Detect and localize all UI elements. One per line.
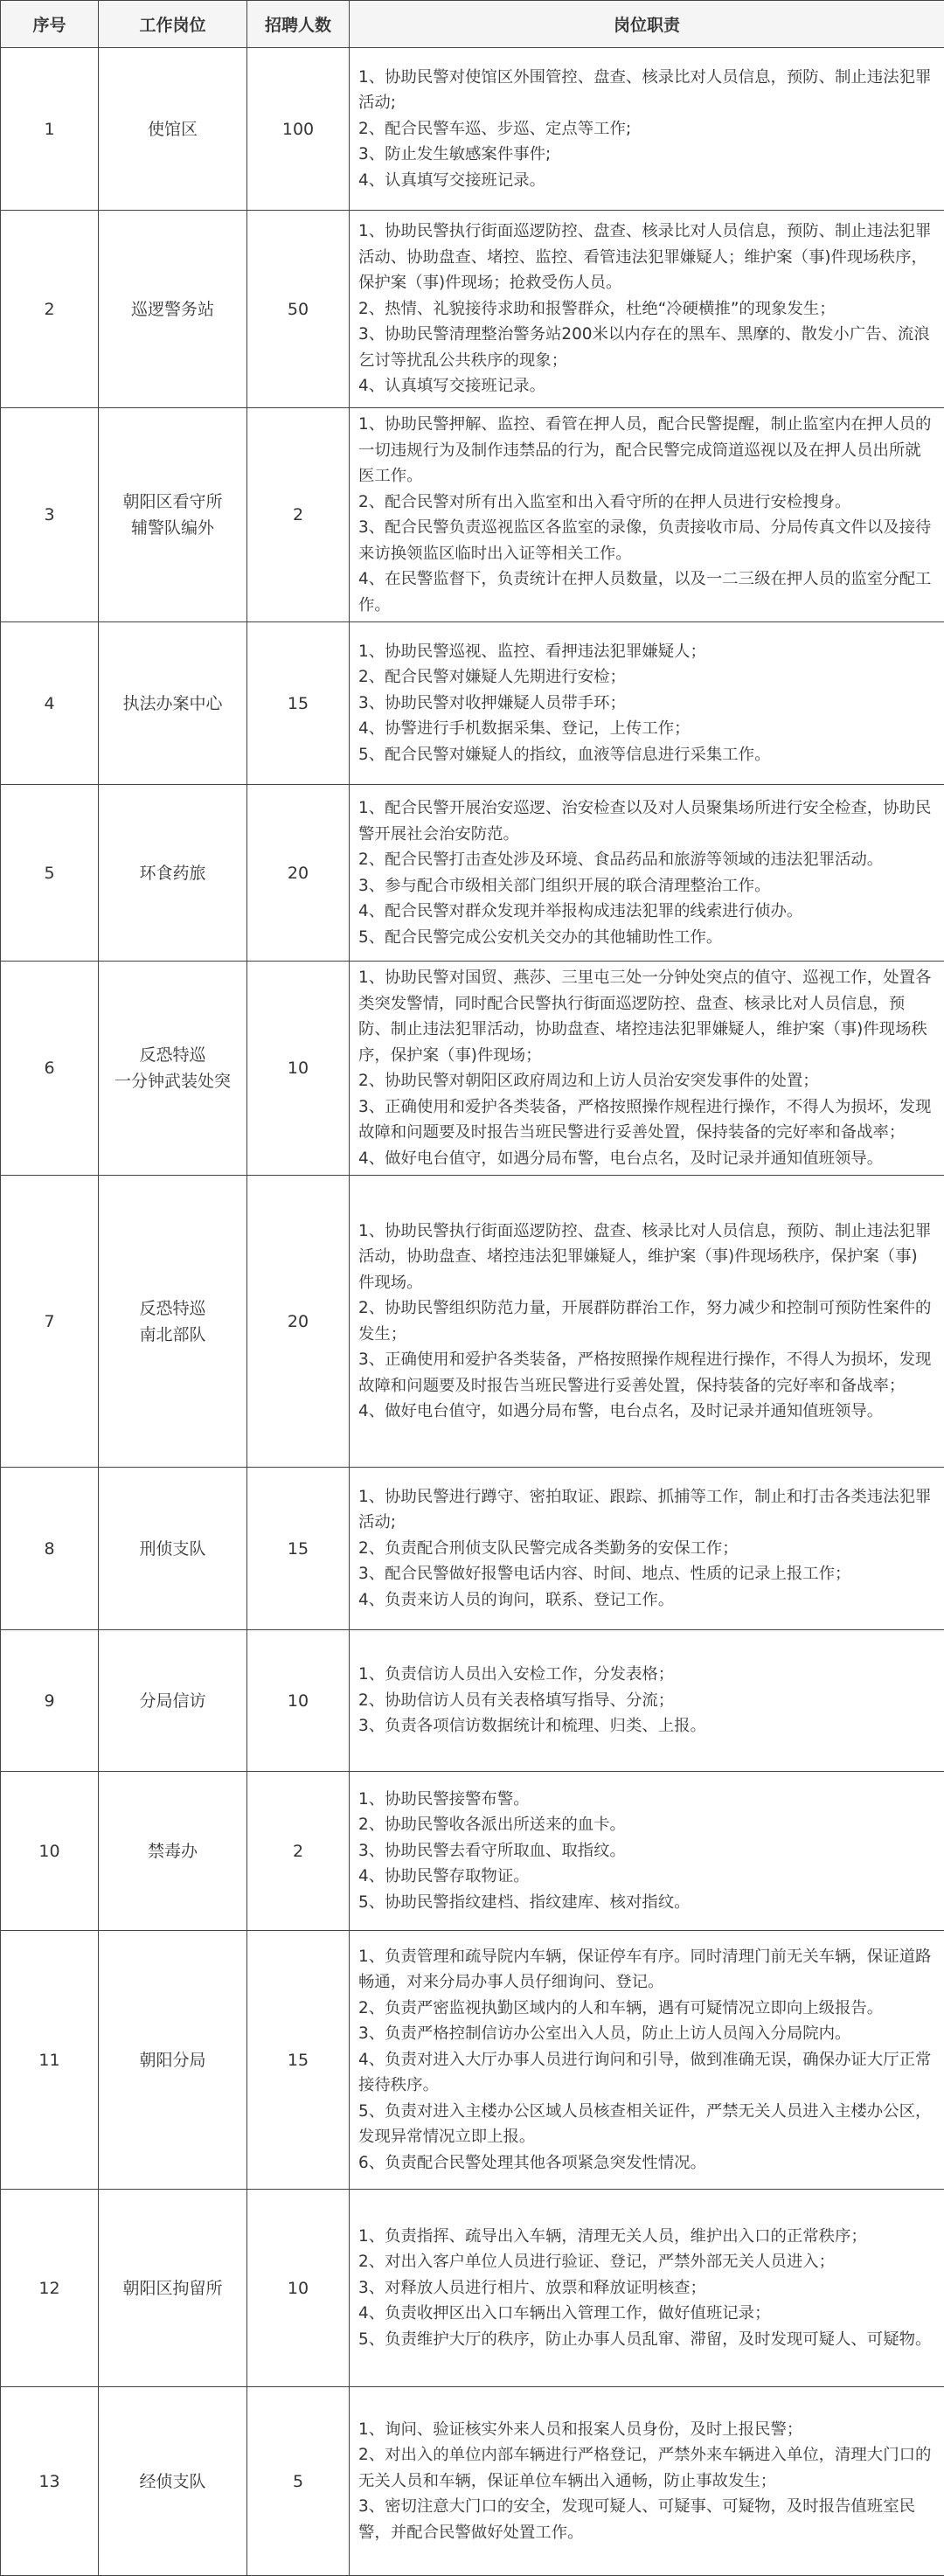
- duty-item: 4、认真填写交接班记录。: [358, 168, 934, 194]
- duty-item: 1、协助民警对使馆区外围管控、盘查、核录比对人员信息，预防、制止违法犯罪活动;: [358, 65, 934, 116]
- table-row: [1, 1772, 944, 1931]
- header-post: 工作岗位: [99, 1, 247, 48]
- row-count: 50: [247, 211, 350, 408]
- table-row: [1, 962, 944, 1176]
- row-count: 10: [247, 1630, 350, 1772]
- row-count: 5: [247, 2387, 350, 2576]
- row-duties: [350, 785, 944, 962]
- table-row: [1, 408, 944, 622]
- row-number: 2: [1, 211, 99, 408]
- row-number: 1: [1, 48, 99, 211]
- duty-item: 2、对出入客户单位人员进行验证、登记，严禁外部无关人员进入；: [358, 2249, 934, 2275]
- row-post: 巡逻警务站: [99, 211, 247, 408]
- row-count: 15: [247, 1468, 350, 1630]
- duty-item: 1、协助民警巡视、监控、看押违法犯罪嫌疑人；: [358, 639, 934, 665]
- row-number: 13: [1, 2387, 99, 2576]
- duty-item: 5、负责维护大厅的秩序，防止办事人员乱窜、滞留，及时发现可疑人、可疑物。: [358, 2327, 934, 2353]
- row-number: 4: [1, 622, 99, 785]
- duty-item: 4、协警进行手机数据采集、登记，上传工作；: [358, 716, 934, 742]
- row-duties: [350, 1772, 944, 1931]
- row-duties: [350, 1468, 944, 1630]
- duty-item: 2、配合民警对所有出入监室和出入看守所的在押人员进行安检搜身。: [358, 490, 934, 516]
- table-row: [1, 1630, 944, 1772]
- row-number: 9: [1, 1630, 99, 1772]
- row-count: 15: [247, 1931, 350, 2190]
- duty-item: 1、配合民警开展治安巡逻、治安检查以及对人员聚集场所进行安全检查，协助民警开展社会治安防范。: [358, 795, 934, 847]
- duty-item: 1、协助民警押解、监控、看管在押人员，配合民警提醒，制止监室内在押人员的一切违规行为及制作违禁品的行为，配合民警完成筒道巡视以及在押人员出所就医工作。: [358, 412, 934, 490]
- table-row: [1, 2190, 944, 2387]
- duty-item: 3、正确使用和爱护各类装备，严格按照操作规程进行操作，不得人为损坏，发现故障和问题要及时报告当班民警进行妥善处置，保持装备的完好率和备战率；: [358, 1094, 934, 1146]
- header-no: 序号: [1, 1, 99, 48]
- duty-item: 4、负责收押区出入口车辆出入管理工作，做好值班记录；: [358, 2301, 934, 2327]
- duty-item: 2、对出入的单位内部车辆进行严格登记，严禁外来车辆进入单位，清理大门口的无关人员和车辆，保证单位车辆出入通畅，防止事故发生；: [358, 2442, 934, 2494]
- duty-item: 4、负责对进入大厅办事人员进行询问和引导，做到准确无误，确保办证大厅正常接待秩序。: [358, 2047, 934, 2099]
- duty-item: 5、配合民警对嫌疑人的指纹，血液等信息进行采集工作。: [358, 742, 934, 768]
- table-row: [1, 1468, 944, 1630]
- duty-item: 3、负责各项信访数据统计和梳理、归类、上报。: [358, 1713, 934, 1739]
- duty-item: 2、配合民警对嫌疑人先期进行安检；: [358, 664, 934, 691]
- duty-item: 4、配合民警对群众发现并举报构成违法犯罪的线索进行侦办。: [358, 899, 934, 925]
- duty-item: 2、协助民警对朝阳区政府周边和上访人员治安突发事件的处置；: [358, 1068, 934, 1094]
- table-row: [1, 785, 944, 962]
- duty-item: 4、认真填写交接班记录。: [358, 373, 934, 399]
- row-count: 2: [247, 1772, 350, 1931]
- row-post: 反恐特巡 一分钟武装处突: [99, 962, 247, 1176]
- duty-item: 1、负责信访人员出入安检工作，分发表格；: [358, 1662, 934, 1688]
- row-post: 朝阳区拘留所: [99, 2190, 247, 2387]
- row-count: 20: [247, 785, 350, 962]
- duty-item: 1、协助民警进行蹲守、密拍取证、跟踪、抓捕等工作，制止和打击各类违法犯罪活动;: [358, 1484, 934, 1536]
- table-header-row: [1, 1, 944, 48]
- duty-item: 2、协助信访人员有关表格填写指导、分流；: [358, 1688, 934, 1714]
- row-number: 7: [1, 1176, 99, 1468]
- duty-item: 1、负责指挥、疏导出入车辆，清理无关人员，维护出入口的正常秩序；: [358, 2224, 934, 2250]
- duty-item: 1、协助民警接警布警。: [358, 1787, 934, 1813]
- table-row: [1, 48, 944, 211]
- row-count: 10: [247, 2190, 350, 2387]
- row-duties: [350, 2190, 944, 2387]
- row-duties: [350, 48, 944, 211]
- row-post: 朝阳分局: [99, 1931, 247, 2190]
- row-duties: [350, 2387, 944, 2576]
- row-duties: [350, 1630, 944, 1772]
- row-post: 执法办案中心: [99, 622, 247, 785]
- row-post: 禁毒办: [99, 1772, 247, 1931]
- row-count: 15: [247, 622, 350, 785]
- row-count: 100: [247, 48, 350, 211]
- duty-item: 4、做好电台值守，如遇分局布警，电台点名，及时记录并通知值班领导。: [358, 1146, 934, 1172]
- row-post: 经侦支队: [99, 2387, 247, 2576]
- table-row: [1, 622, 944, 785]
- header-count: 招聘人数: [247, 1, 350, 48]
- row-duties: [350, 1931, 944, 2190]
- row-number: 8: [1, 1468, 99, 1630]
- duty-item: 1、协助民警对国贸、燕莎、三里屯三处一分钟处突点的值守、巡视工作，处置各类突发警情，同时配合民警执行街面巡逻防控、盘查、核录比对人员信息，预防、制止违法犯罪活动，协助盘查、堵控违法犯罪嫌疑人，维护案（事)件现场秩序，保护案（事)件现场；: [358, 965, 934, 1068]
- row-duties: [350, 408, 944, 622]
- row-post: 分局信访: [99, 1630, 247, 1772]
- duty-item: 4、做好电台值守，如遇分局布警，电台点名，及时记录并通知值班领导。: [358, 1399, 934, 1425]
- row-duties: [350, 622, 944, 785]
- row-number: 6: [1, 962, 99, 1176]
- row-post: 朝阳区看守所 辅警队编外: [99, 408, 247, 622]
- duty-item: 2、协助民警收各派出所送来的血卡。: [358, 1812, 934, 1838]
- duty-item: 3、负责严格控制信访办公室出入人员，防止上访人员闯入分局院内。: [358, 2021, 934, 2047]
- table-row: [1, 211, 944, 408]
- duty-item: 2、热情、礼貌接待求助和报警群众，杜绝“冷硬横推”的现象发生；: [358, 296, 934, 323]
- duty-item: 3、配合民警做好报警电话内容、时间、地点、性质的记录上报工作；: [358, 1561, 934, 1587]
- duty-item: 2、负责配合刑侦支队民警完成各类勤务的安保工作；: [358, 1536, 934, 1562]
- duty-item: 2、负责严密监视执勤区域内的人和车辆，遇有可疑情况立即向上级报告。: [358, 1996, 934, 2022]
- row-number: 11: [1, 1931, 99, 2190]
- row-duties: [350, 962, 944, 1176]
- row-duties: [350, 1176, 944, 1468]
- row-number: 10: [1, 1772, 99, 1931]
- duty-item: 5、协助民警指纹建档、指纹建库、核对指纹。: [358, 1890, 934, 1916]
- duty-item: 3、密切注意大门口的安全，发现可疑人、可疑事、可疑物，及时报告值班室民警，并配合民警做好处置工作。: [358, 2494, 934, 2545]
- row-number: 12: [1, 2190, 99, 2387]
- duty-item: 2、协助民警组织防范力量，开展群防群治工作，努力减少和控制可预防性案件的发生；: [358, 1295, 934, 1347]
- duty-item: 5、负责对进入主楼办公区域人员核查相关证件，严禁无关人员进入主楼办公区，发现异常情况立即上报。: [358, 2099, 934, 2150]
- row-count: 20: [247, 1176, 350, 1468]
- table-row: [1, 1931, 944, 2190]
- table-row: [1, 1176, 944, 1468]
- duty-item: 4、协助民警存取物证。: [358, 1864, 934, 1890]
- row-duties: [350, 211, 944, 408]
- duty-item: 6、负责配合民警处理其他各项紧急突发性情况。: [358, 2150, 934, 2177]
- duty-item: 1、协助民警执行街面巡逻防控、盘查、核录比对人员信息，预防、制止违法犯罪活动、协助盘查、堵控、监控、看管违法犯罪嫌疑人；维护案（事)件现场秩序，保护案（事)件现场；抢救受伤人员。: [358, 219, 934, 296]
- row-number: 3: [1, 408, 99, 622]
- row-number: 5: [1, 785, 99, 962]
- header-duty: 岗位职责: [350, 1, 944, 48]
- row-count: 10: [247, 962, 350, 1176]
- row-post: 使馆区: [99, 48, 247, 211]
- duty-item: 1、询问、验证核实外来人员和报案人员身份，及时上报民警；: [358, 2417, 934, 2443]
- duty-item: 2、配合民警打击查处涉及环境、食品药品和旅游等领域的违法犯罪活动。: [358, 847, 934, 873]
- duty-item: 5、配合民警完成公安机关交办的其他辅助性工作。: [358, 925, 934, 951]
- duty-item: 1、协助民警执行街面巡逻防控、盘查、核录比对人员信息，预防、制止违法犯罪活动，协助盘查、堵控违法犯罪嫌疑人，维护案（事)件现场秩序，保护案（事)件现场。: [358, 1219, 934, 1296]
- row-post: 环食药旅: [99, 785, 247, 962]
- duty-item: 3、协助民警去看守所取血、取指纹。: [358, 1838, 934, 1864]
- duty-item: 3、协助民警对收押嫌疑人员带手环；: [358, 691, 934, 717]
- duty-item: 3、防止发生敏感案件事件;: [358, 142, 934, 168]
- duty-item: 4、在民警监督下，负责统计在押人员数量，以及一二三级在押人员的监室分配工作。: [358, 566, 934, 618]
- duty-item: 3、参与配合市级相关部门组织开展的联合清理整治工作。: [358, 873, 934, 899]
- row-post: 刑侦支队: [99, 1468, 247, 1630]
- duty-item: 4、负责来访人员的询问，联系、登记工作。: [358, 1587, 934, 1614]
- duty-item: 3、配合民警负责巡视监区各监室的录像，负责接收市局、分局传真文件以及接待来访换领监区临时出入证等相关工作。: [358, 515, 934, 566]
- row-post: 反恐特巡 南北部队: [99, 1176, 247, 1468]
- duty-item: 3、对释放人员进行相片、放票和释放证明核查；: [358, 2275, 934, 2302]
- duty-item: 2、配合民警车巡、步巡、定点等工作;: [358, 116, 934, 142]
- duty-item: 1、负责管理和疏导院内车辆，保证停车有序。同时清理门前无关车辆，保证道路畅通，对来分局办事人员仔细询问、登记。: [358, 1944, 934, 1996]
- table-row: [1, 2387, 944, 2576]
- row-count: 2: [247, 408, 350, 622]
- duty-item: 3、正确使用和爱护各类装备，严格按照操作规程进行操作，不得人为损坏，发现故障和问题要及时报告当班民警进行妥善处置，保持装备的完好率和备战率；: [358, 1347, 934, 1399]
- duty-item: 3、协助民警清理整治警务站200米以内存在的黑车、黑摩的、散发小广告、流浪乞讨等扰乱公共秩序的现象；: [358, 322, 934, 373]
